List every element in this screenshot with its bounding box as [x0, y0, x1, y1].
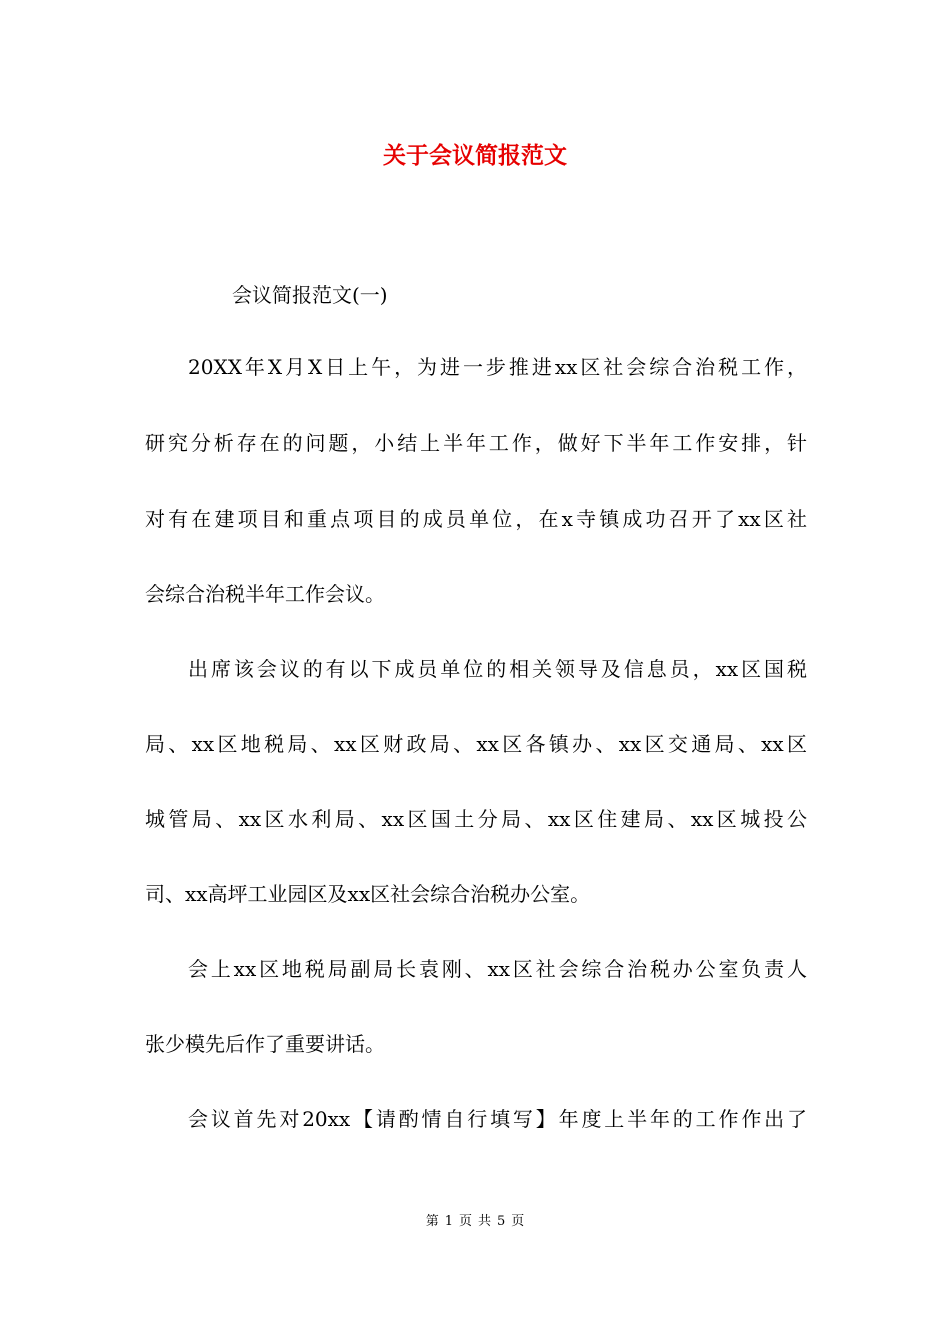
paragraph-2-line-3: 城管局、xx区水利局、xx区国土分局、xx区住建局、xx区城投公 — [145, 807, 807, 831]
section-subheading: 会议简报范文(一) — [232, 283, 388, 307]
document-title: 关于会议简报范文 — [383, 142, 567, 169]
footer-label-page: 第 — [425, 1214, 439, 1229]
footer-label-unit: 页 — [458, 1214, 472, 1229]
paragraph-3-line-2: 张少模先后作了重要讲话。 — [145, 1032, 385, 1056]
paragraph-1-line-2: 研究分析存在的问题，小结上半年工作，做好下半年工作安排，针 — [145, 431, 807, 455]
page-footer — [0, 1210, 950, 1229]
paragraph-1-line-1: 20XX年X月X日上午，为进一步推进xx区社会综合治税工作， — [188, 355, 807, 379]
paragraph-1-line-4: 会综合治税半年工作会议。 — [145, 582, 385, 606]
paragraph-3-line-1: 会上xx区地税局副局长袁刚、xx区社会综合治税办公室负责人 — [188, 957, 807, 981]
footer-label-unit-2: 页 — [511, 1214, 525, 1229]
paragraph-2-line-4: 司、xx高坪工业园区及xx区社会综合治税办公室。 — [145, 882, 591, 906]
paragraph-2-line-1: 出席该会议的有以下成员单位的相关领导及信息员，xx区国税 — [188, 657, 807, 681]
paragraph-1-line-3: 对有在建项目和重点项目的成员单位，在x寺镇成功召开了xx区社 — [145, 507, 807, 531]
footer-label-total: 共 — [478, 1214, 492, 1229]
footer-current-page: 1 — [444, 1214, 453, 1229]
paragraph-2-line-2: 局、xx区地税局、xx区财政局、xx区各镇办、xx区交通局、xx区 — [145, 732, 807, 756]
paragraph-4-line-1: 会议首先对20xx【请酌情自行填写】年度上半年的工作作出了 — [188, 1107, 807, 1131]
footer-total-pages: 5 — [497, 1214, 506, 1229]
